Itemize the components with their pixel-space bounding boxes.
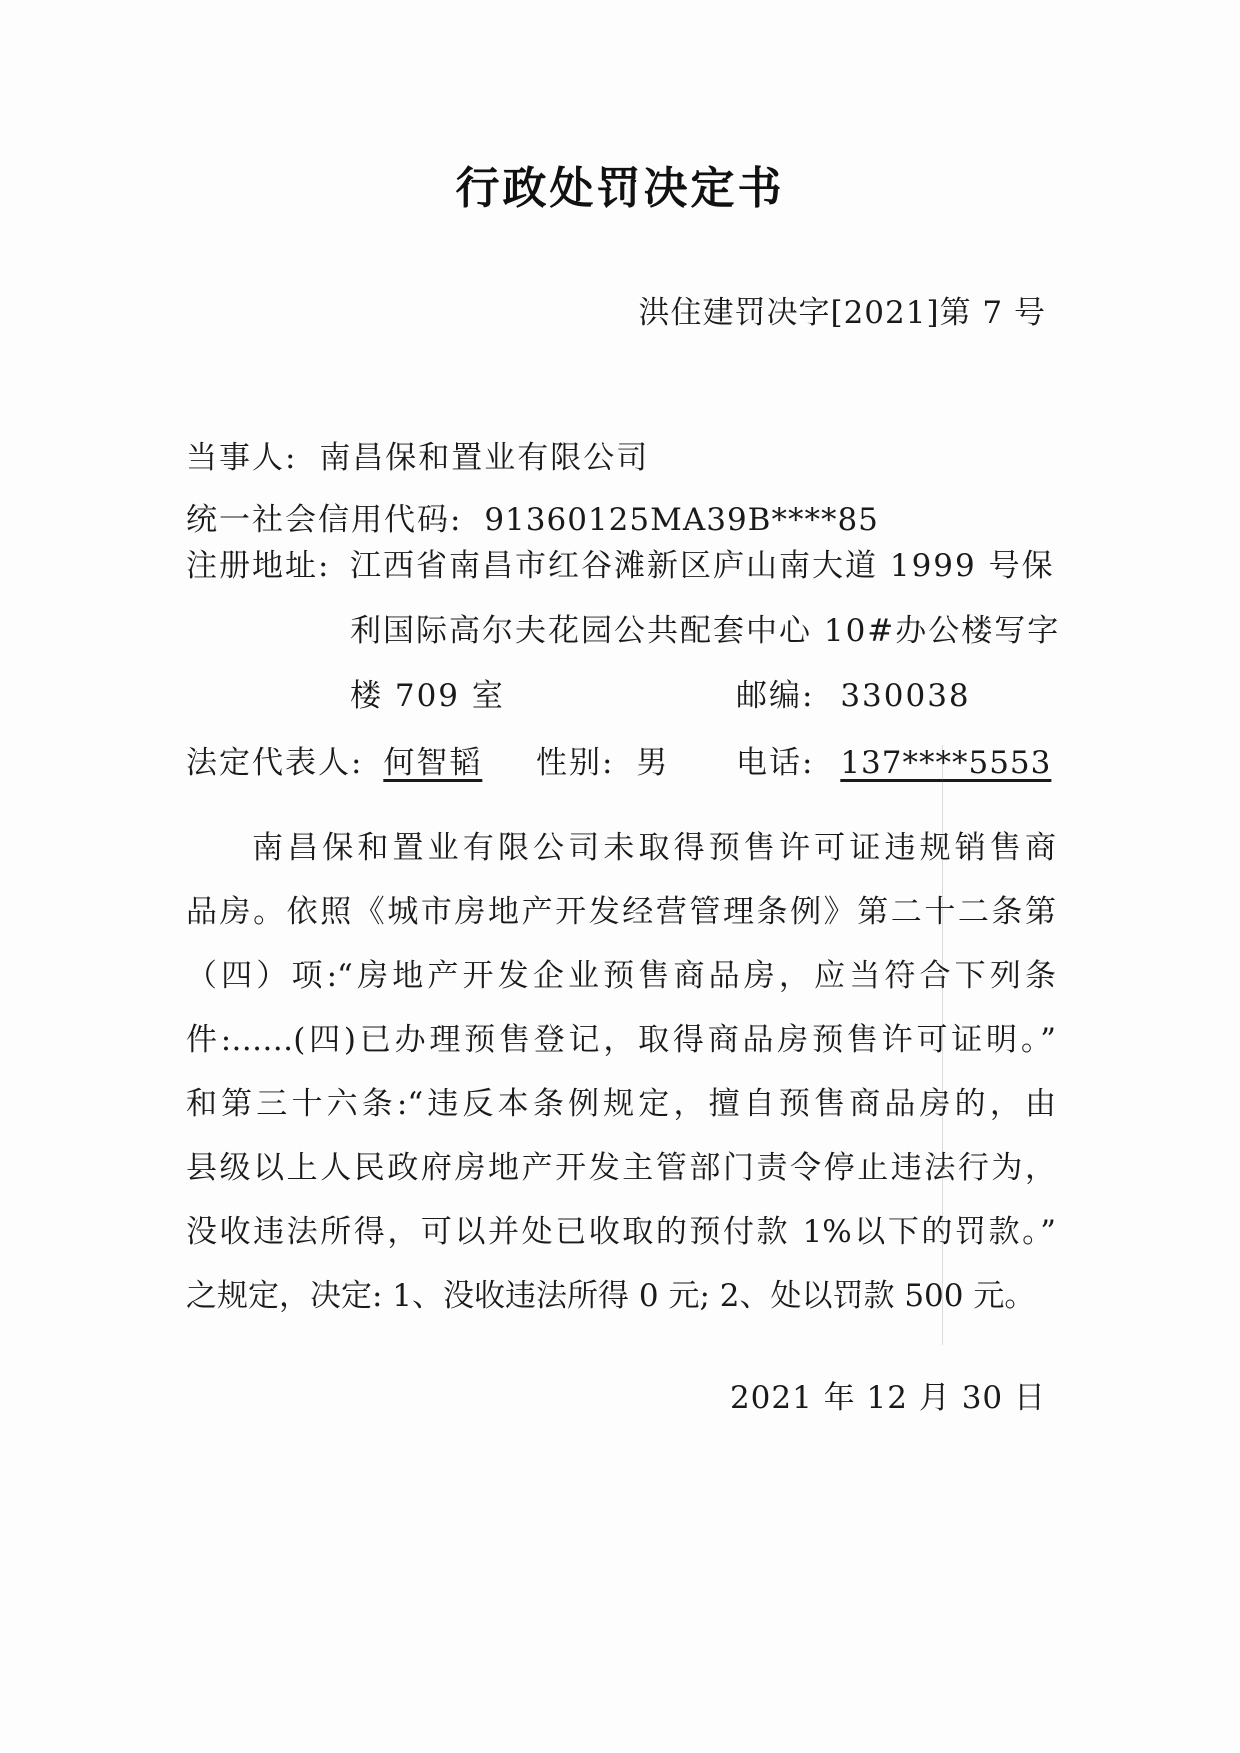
address-row — [186, 546, 330, 586]
postcode-label: 邮编: — [736, 678, 815, 714]
gender-value: 男 — [636, 745, 670, 781]
body-line: 件:……(四)已办理预售登记，取得商品房预售许可证明。” — [186, 1022, 1056, 1058]
body-line: 没收违法所得，可以并处已收取的预付款 1%以下的罚款。” — [186, 1214, 1056, 1250]
legal-rep-value: 何智韬 — [383, 745, 483, 781]
decision-date: 2021 年 12 月 30 日 — [729, 1380, 1046, 1416]
address-line-1: 江西省南昌市红谷滩新区庐山南大道 1999 号保 — [350, 548, 1055, 584]
address-label: 注册地址: — [186, 548, 331, 584]
address-line-2: 利国际高尔夫花园公共配套中心 10#办公楼写字 — [350, 613, 1061, 649]
body-line: 南昌保和置业有限公司未取得预售许可证违规销售商 — [252, 830, 1056, 866]
credit-code-value: 91360125MA39B****85 — [484, 502, 879, 538]
decision-body — [186, 816, 1056, 1328]
credit-code-row — [186, 500, 879, 540]
body-line: 之规定，决定: 1、没收违法所得 0 元; 2、处以罚款 500 元。 — [186, 1278, 1036, 1314]
gender-label: 性别: — [536, 745, 615, 781]
address-line-3: 楼 709 室 — [350, 678, 505, 714]
party-value: 南昌保和置业有限公司 — [319, 440, 650, 476]
document-number: 洪住建罚决字[2021]第 7 号 — [638, 295, 1046, 331]
postcode-row — [736, 676, 971, 716]
postcode-value: 330038 — [840, 678, 971, 714]
legal-rep-row — [186, 743, 482, 783]
phone-row — [736, 743, 1051, 783]
phone-value: 137****5553 — [840, 745, 1052, 781]
body-line: 品房。依照《城市房地产开发经营管理条例》第二十二条第 — [186, 894, 1056, 930]
party-label: 当事人: — [186, 440, 298, 476]
body-line: （四）项:“房地产开发企业预售商品房，应当符合下列条 — [186, 958, 1056, 994]
gender-row — [536, 743, 669, 783]
body-line: 和第三十六条:“违反本条例规定，擅自预售商品房的，由 — [186, 1086, 1056, 1122]
credit-code-label: 统一社会信用代码: — [186, 502, 463, 538]
scan-fold-line — [942, 745, 943, 1345]
phone-label: 电话: — [736, 745, 815, 781]
body-line: 县级以上人民政府房地产开发主管部门责令停止违法行为， — [186, 1150, 1056, 1186]
legal-rep-label: 法定代表人: — [186, 745, 364, 781]
document-title: 行政处罚决定书 — [455, 163, 785, 214]
party-row — [186, 438, 649, 478]
